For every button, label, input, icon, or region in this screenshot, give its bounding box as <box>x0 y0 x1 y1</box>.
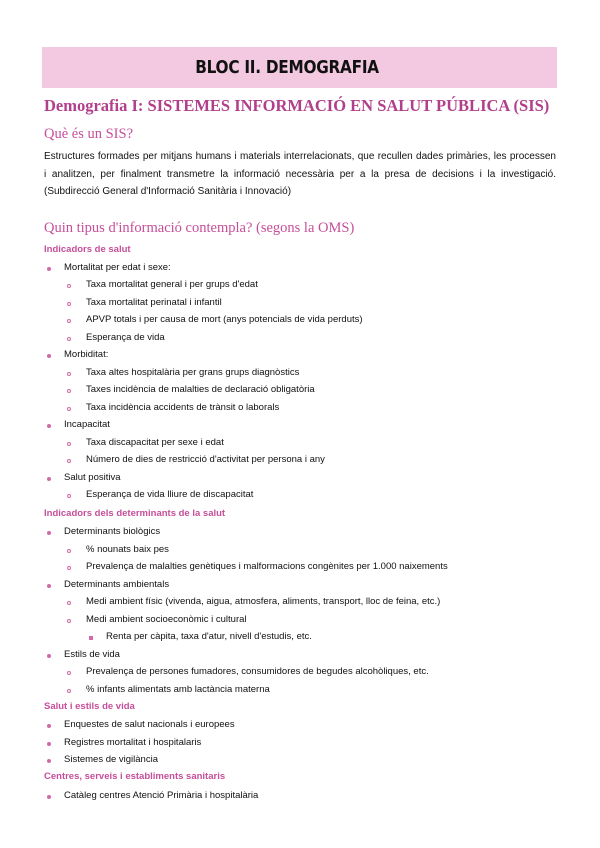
paragraph-line: Estructures formades per mitjans humans i materials interrelacionats, que recullen dades primàries, les processen <box>44 151 556 162</box>
bullet-icon <box>47 759 51 763</box>
list-item: Morbiditat: <box>64 349 109 360</box>
circle-bullet-icon <box>67 319 71 323</box>
chapter-title: BLOC II. DEMOGRAFIA <box>195 57 379 78</box>
section-heading-what-is-sis: Què és un SIS? <box>44 126 134 142</box>
list-item: Enquestes de salut nacionals i europees <box>64 719 235 730</box>
circle-bullet-icon <box>67 284 71 288</box>
sub-list-item: Taxa mortalitat perinatal i infantil <box>86 297 222 308</box>
definition-paragraph <box>44 148 556 201</box>
bullet-icon <box>47 742 51 746</box>
sub-list-item: % infants alimentats amb lactància materna <box>86 684 270 695</box>
bullet-icon <box>47 424 51 428</box>
bullet-icon <box>47 477 51 481</box>
circle-bullet-icon <box>67 549 71 553</box>
circle-bullet-icon <box>67 601 71 605</box>
paragraph-line: i analitzen, per finalment transmetre la informació necessària per a la presa de decisions i la investigació. <box>44 168 556 180</box>
circle-bullet-icon <box>67 302 71 306</box>
circle-bullet-icon <box>67 689 71 693</box>
circle-bullet-icon <box>67 337 71 341</box>
list-item: Catàleg centres Atenció Primària i hospitalària <box>64 790 259 801</box>
list-item: Sistemes de vigilància <box>64 754 158 765</box>
sub-list-item: Medi ambient socioeconòmic i cultural <box>86 614 247 625</box>
sub-list-item: Taxa mortalitat general i per grups d'edat <box>86 279 258 290</box>
circle-bullet-icon <box>67 494 71 498</box>
sub-list-item: Esperança de vida <box>86 332 165 343</box>
group-title-health-centres: Centres, serveis i establiments sanitaris <box>44 771 226 782</box>
square-bullet-icon <box>89 636 93 640</box>
circle-bullet-icon <box>67 442 71 446</box>
group-title-health-lifestyle: Salut i estils de vida <box>44 701 135 712</box>
list-item: Mortalitat per edat i sexe: <box>64 262 171 273</box>
sub-list-item: Esperança de vida lliure de discapacitat <box>86 489 254 500</box>
bullet-icon <box>47 267 51 271</box>
circle-bullet-icon <box>67 671 71 675</box>
list-item: Estils de vida <box>64 649 120 660</box>
circle-bullet-icon <box>67 566 71 570</box>
sub-sub-list-item: Renta per càpita, taxa d'atur, nivell d'estudis, etc. <box>106 631 312 642</box>
sub-list-item: Taxa altes hospitalària per grans grups diagnòstics <box>86 367 300 378</box>
bullet-icon <box>47 584 51 588</box>
sub-list-item: % nounats baix pes <box>86 544 169 555</box>
paragraph-line: (Subdirecció General d'Informació Sanitària i Innovació) <box>44 186 292 197</box>
group-title-determinant-indicators: Indicadors dels determinants de la salut <box>44 508 226 519</box>
bullet-icon <box>47 795 51 799</box>
sub-list-item: Taxa incidència accidents de trànsit o laborals <box>86 402 280 413</box>
list-item: Determinants biològics <box>64 526 161 537</box>
list-item: Salut positiva <box>64 472 121 483</box>
sub-list-item: Número de dies de restricció d'activitat per persona i any <box>86 454 325 465</box>
bullet-icon <box>47 354 51 358</box>
chapter-banner <box>42 47 557 88</box>
list-item: Incapacitat <box>64 419 110 430</box>
list-item: Registres mortalitat i hospitalaris <box>64 737 202 748</box>
section-heading-info-types: Quin tipus d'informació contempla? (segons la OMS) <box>44 220 355 236</box>
sub-list-item: Prevalença de malalties genètiques i malformacions congènites per 1.000 naixements <box>86 561 448 572</box>
document-title: Demografia I: SISTEMES INFORMACIÓ EN SALUT PÚBLICA (SIS) <box>44 96 550 115</box>
sub-list-item: Taxa discapacitat per sexe i edat <box>86 437 224 448</box>
group-title-health-indicators: Indicadors de salut <box>44 244 131 255</box>
list-item: Determinants ambientals <box>64 579 170 590</box>
circle-bullet-icon <box>67 389 71 393</box>
sub-list-item: APVP totals i per causa de mort (anys potencials de vida perduts) <box>86 314 363 325</box>
bullet-icon <box>47 531 51 535</box>
sub-list-item: Medi ambient físic (vivenda, aigua, atmosfera, aliments, transport, lloc de feina, etc.) <box>86 596 441 607</box>
circle-bullet-icon <box>67 459 71 463</box>
sub-list-item: Taxes incidència de malalties de declaració obligatòria <box>86 384 315 395</box>
bullet-icon <box>47 724 51 728</box>
bullet-icon <box>47 654 51 658</box>
circle-bullet-icon <box>67 619 71 623</box>
circle-bullet-icon <box>67 372 71 376</box>
circle-bullet-icon <box>67 407 71 411</box>
sub-list-item: Prevalença de persones fumadores, consumidores de begudes alcohòliques, etc. <box>86 666 429 677</box>
